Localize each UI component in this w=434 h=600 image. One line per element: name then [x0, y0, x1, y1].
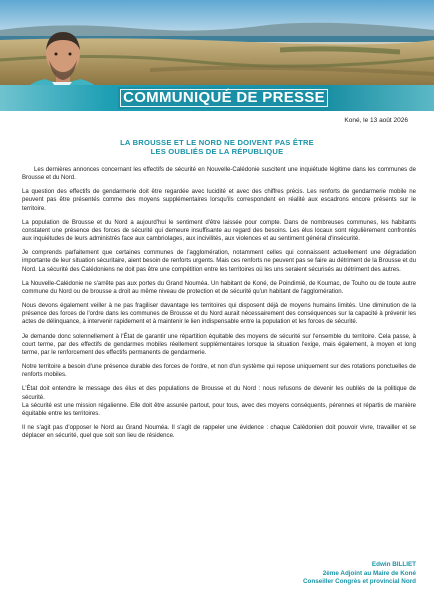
- press-release-body: [22, 166, 416, 446]
- paragraph: Il ne s'agit pas d'opposer le Nord au Grand Nouméa. Il s'agit de rappeler une évidence : chaque Calédonien doit pouvoir vivre, travailler et se déplacer en sécurité, quel que soit son lieu de résidence.: [22, 425, 416, 440]
- banner-title: COMMUNIQUÉ DE PRESSE: [123, 89, 325, 106]
- headline-line-1: LA BROUSSE ET LE NORD NE DOIVENT PAS ÊTRE: [120, 138, 314, 147]
- signature-role: 2ème Adjoint au Maire de Koné: [322, 569, 416, 577]
- paragraph: La Nouvelle-Calédonie ne s'arrête pas aux portes du Grand Nouméa. Un habitant de Koné, de Poindimié, de Koumac, de Touho ou de toute autre commune du Nord ou de brousse a droit au même niveau de protection et de sécurité qu'un habitant de l'agglomération.: [22, 280, 416, 295]
- signature-role: Conseiller Congrès et provincial Nord: [302, 578, 416, 586]
- headline-line-2: LES OUBLIÉS DE LA RÉPUBLIQUE: [150, 147, 284, 156]
- dateline: Koné, le 13 août 2026: [344, 117, 408, 124]
- signature-block: [303, 561, 416, 587]
- paragraph: Les dernières annonces concernant les effectifs de sécurité en Nouvelle-Calédonie suscitent une inquiétude légitime dans les communes de Brousse et du Nord.: [22, 167, 416, 182]
- signature-name: Edwin BILLIET: [371, 561, 416, 568]
- paragraph: La sécurité est une mission régalienne. Elle doit être assurée partout, pour tous, avec des moyens conséquents, pérennes et répartis de manière équitable entre les territoires.: [22, 402, 416, 417]
- paragraph: L'État doit entendre le message des élus et des populations de Brousse et du Nord : nous refusons de devenir les oubliés de la politique de sécurité.: [22, 386, 416, 401]
- paragraph: La question des effectifs de gendarmerie doit être regardée avec lucidité et avec des chiffres précis. Les renforts de gendarmerie mobile ne peuvent pas être présentés comme des moyens supplémentaires lorsqu'ils correspondent en réalité aux escadrons encore présents sur le territoire.: [22, 189, 416, 212]
- paragraph: Nous devons également veiller à ne pas fragiliser davantage les territoires qui disposent déjà de moyens humains limités. Une diminution de la présence des forces de l'ordre dans les communes de Brousse et du Nord aurait nécessairement des conséquences sur la capacité à prévenir les actes de délinquance, à intervenir rapidement et à maintenir le lien indispensable entre la population et les forces de sécurité.: [22, 303, 416, 326]
- paragraph: La population de Brousse et du Nord a aujourd'hui le sentiment d'être laissée pour compte. Dans de nombreuses communes, les habitants constatent une présence des forces de sécurité qui demeure insuffisante au regard des besoins. Les élus locaux sont régulièrement confrontés aux inquiétudes de leurs administrés face aux cambriolages, aux incivilités, aux violences et au sentiment général d'insécurité.: [22, 219, 416, 243]
- paragraph: Je demande donc solennellement à l'État de garantir une répartition équitable des moyens de sécurité sur l'ensemble du territoire. Cela passe, à court terme, par des effectifs de gendarmes mobiles réellement supplémentaires lorsque la situation l'exige, mais également, à moyen et long terme, par le renforcement des effectifs permanents de gendarmerie.: [22, 333, 416, 356]
- paragraph: Notre territoire a besoin d'une présence durable des forces de l'ordre, et non d'un système qui repose uniquement sur des rotations ponctuelles de renforts mobiles.: [22, 364, 416, 379]
- press-release-banner: [0, 85, 434, 111]
- paragraph: Je comprends parfaitement que certaines communes de l'agglomération, notamment celles qui connaissent actuellement une dégradation importante de leur situation sécuritaire, aient besoin de renforts urgents. Mais ces renforts ne peuvent pas se faire au détriment de la Brousse et du Nord. La sécurité des Calédoniens ne doit pas être une compétition entre les territoires où les uns seraient sécurisés au détriment des autres.: [22, 250, 416, 273]
